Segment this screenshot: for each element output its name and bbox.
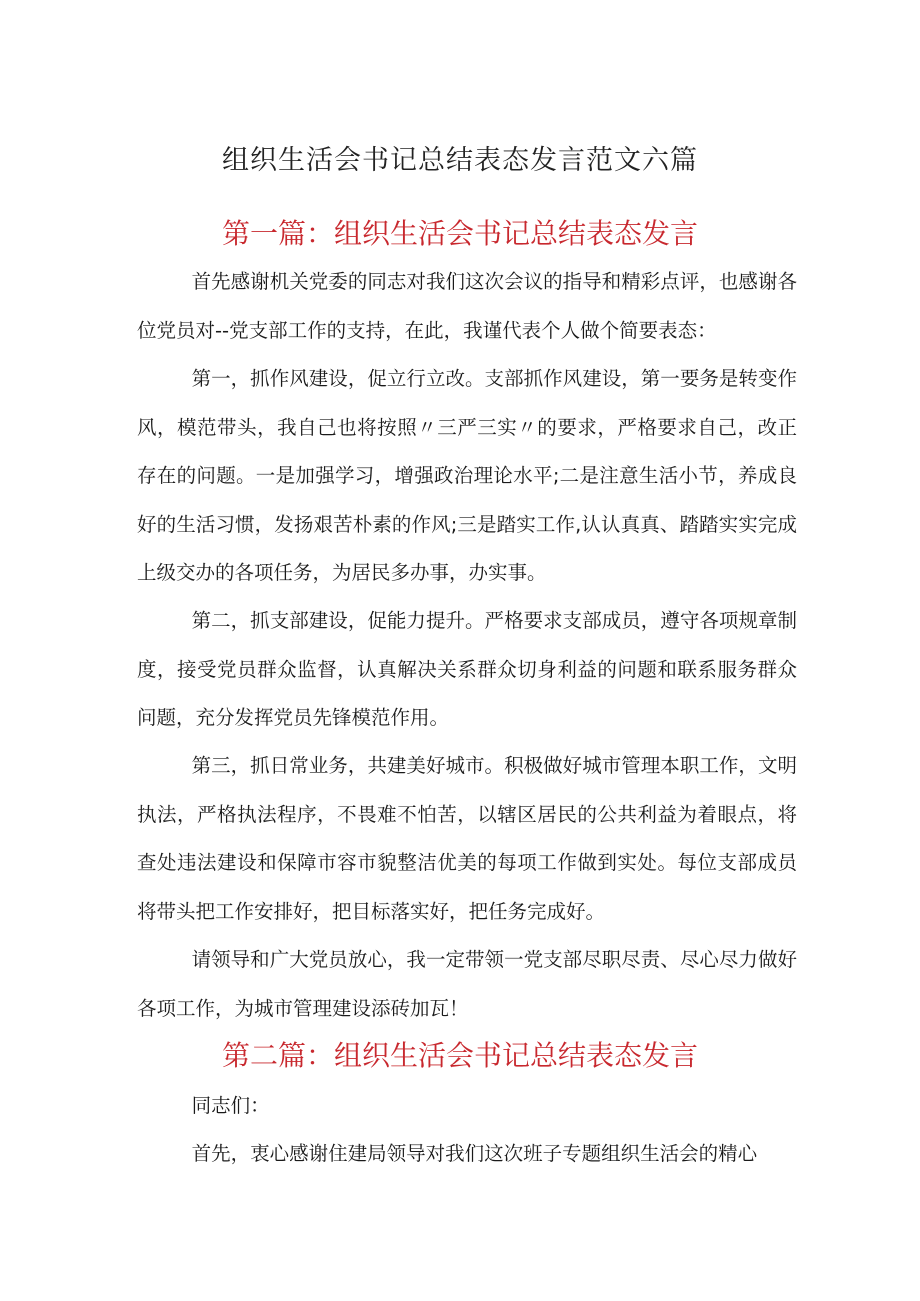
paragraph: 请领导和广大党员放心，我一定带领一党支部尽职尽责、尽心尽力做好各项工作，为城市管理建设添砖加瓦！	[137, 948, 797, 1020]
document-title: 组织生活会书记总结表态发言范文六篇	[222, 145, 698, 176]
paragraph: 第二，抓支部建设，促能力提升。严格要求支部成员，遵守各项规章制度，接受党员群众监督，认真解决关系群众切身利益的问题和联系服务群众问题，充分发挥党员先锋模范作用。	[137, 609, 797, 729]
section-heading-2: 第二篇：组织生活会书记总结表态发言	[221, 1039, 698, 1072]
section-heading-1: 第一篇：组织生活会书记总结表态发言	[221, 217, 698, 250]
paragraph: 首先感谢机关党委的同志对我们这次会议的指导和精彩点评，也感谢各位党员对--党支部工作的支持，在此，我谨代表个人做个简要表态：	[137, 270, 797, 342]
paragraph: 第一，抓作风建设，促立行立改。支部抓作风建设，第一要务是转变作风，模范带头，我自己也将按照〃三严三实〃的要求，严格要求自己，改正存在的问题。一是加强学习，增强政治理论水平;二是注意生活小节，养成良好的生活习惯，发扬艰苦朴素的作风;三是踏实工作,认认真真、踏踏实实完成上级交办的各项任务，为居民多办事，办实事。	[137, 367, 797, 584]
paragraph: 同志们：	[191, 1094, 270, 1117]
paragraph: 第三，抓日常业务，共建美好城市。积极做好城市管理本职工作，文明执法，严格执法程序，不畏难不怕苦，以辖区居民的公共利益为着眼点，将查处违法建设和保障市容市貌整洁优美的每项工作做到实处。每位支部成员将带头把工作安排好，把目标落实好，把任务完成好。	[137, 754, 797, 923]
paragraph: 首先，衷心感谢住建局领导对我们这次班子专题组织生活会的精心	[191, 1142, 758, 1165]
